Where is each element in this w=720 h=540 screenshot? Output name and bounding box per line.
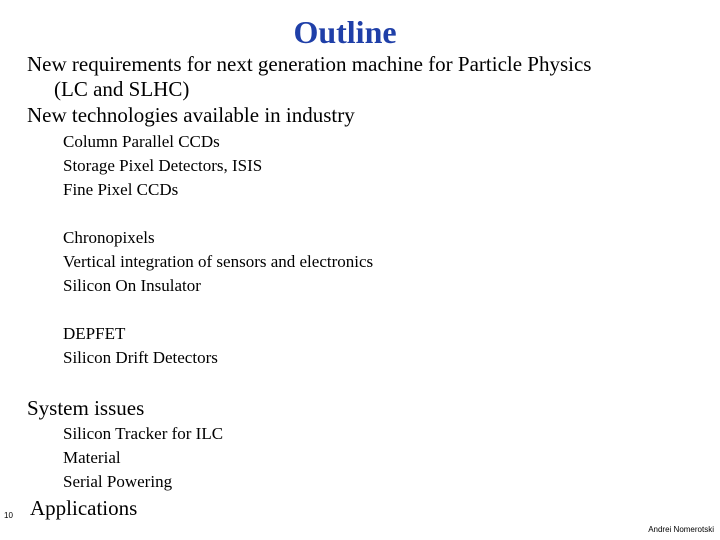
system-issues-bullet: System issues	[27, 396, 145, 420]
requirements-line-2: (LC and SLHC)	[54, 77, 190, 101]
tech-item-storage-pixel-detectors: Storage Pixel Detectors, ISIS	[63, 156, 263, 175]
slide-number: 10	[4, 511, 13, 520]
author-footer: Andrei Nomerotski	[648, 525, 714, 534]
slide-title: Outline	[293, 14, 397, 50]
tech-item-silicon-drift-detectors: Silicon Drift Detectors	[63, 348, 218, 367]
tech-item-depfet: DEPFET	[63, 324, 126, 343]
tech-item-silicon-on-insulator: Silicon On Insulator	[63, 276, 201, 295]
new-technologies-bullet: New technologies available in industry	[27, 103, 355, 127]
tech-item-fine-pixel-ccds: Fine Pixel CCDs	[63, 180, 179, 199]
system-item-silicon-tracker: Silicon Tracker for ILC	[63, 424, 224, 443]
requirements-bullet	[27, 52, 707, 102]
requirements-line-1: New requirements for next generation machine for Particle Physics	[27, 52, 592, 76]
tech-item-chronopixels: Chronopixels	[63, 228, 155, 247]
system-item-serial-powering: Serial Powering	[63, 472, 173, 491]
tech-item-column-parallel-ccds: Column Parallel CCDs	[63, 132, 220, 151]
applications-bullet: Applications	[30, 496, 138, 520]
tech-item-vertical-integration: Vertical integration of sensors and electronics	[63, 252, 374, 271]
system-item-material: Material	[63, 448, 121, 467]
